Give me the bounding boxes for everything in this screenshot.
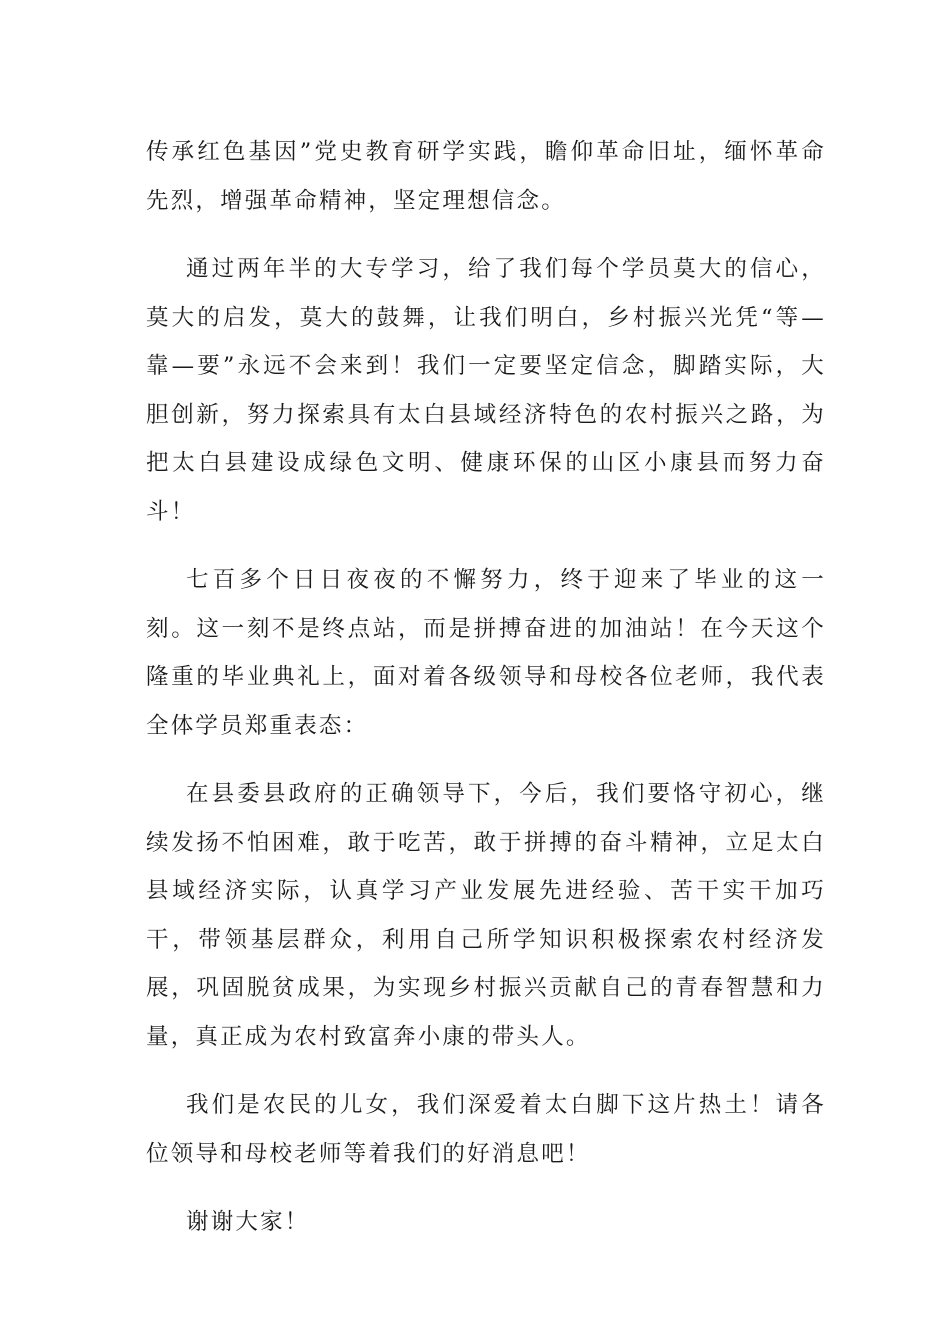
paragraph-farmers-children: 我们是农民的儿女，我们深爱着太白脚下这片热土！请各位领导和母校老师等着我们的好消息吧！ bbox=[146, 1092, 826, 1167]
paragraph-commitment: 在县委县政府的正确领导下，今后，我们要恪守初心，继续发扬不怕困难，敢于吃苦，敢于拼搏的奋斗精神，立足太白县域经济实际，认真学习产业发展先进经验、苦干实干加巧干，带领基层群众，利用自己所学知识积极探索农村经济发展，巩固脱贫成果，为实现乡村振兴贡献自己的青春智慧和力量，真正成为农村致富奔小康的带头人。 bbox=[146, 781, 826, 1050]
paragraph-graduation-moment: 七百多个日日夜夜的不懈努力，终于迎来了毕业的这一刻。这一刻不是终点站，而是拼搏奋进的加油站！在今天这个隆重的毕业典礼上，面对着各级领导和母校各位老师，我代表全体学员郑重表态： bbox=[146, 567, 826, 739]
paragraph-study-inspiration: 通过两年半的大专学习，给了我们每个学员莫大的信心，莫大的启发，莫大的鼓舞，让我们明白，乡村振兴光凭“等—靠—要”永远不会来到！我们一定要坚定信念，脚踏实际，大胆创新，努力探索具有太白县域经济特色的农村振兴之路，为把太白县建设成绿色文明、健康环保的山区小康县而努力奋斗！ bbox=[146, 256, 826, 525]
document-body bbox=[146, 128, 826, 1267]
paragraph-thanks: 谢谢大家！ bbox=[186, 1209, 310, 1235]
paragraph-continuation: 传承红色基因”党史教育研学实践，瞻仰革命旧址，缅怀革命先烈，增强革命精神，坚定理想信念。 bbox=[146, 139, 826, 214]
